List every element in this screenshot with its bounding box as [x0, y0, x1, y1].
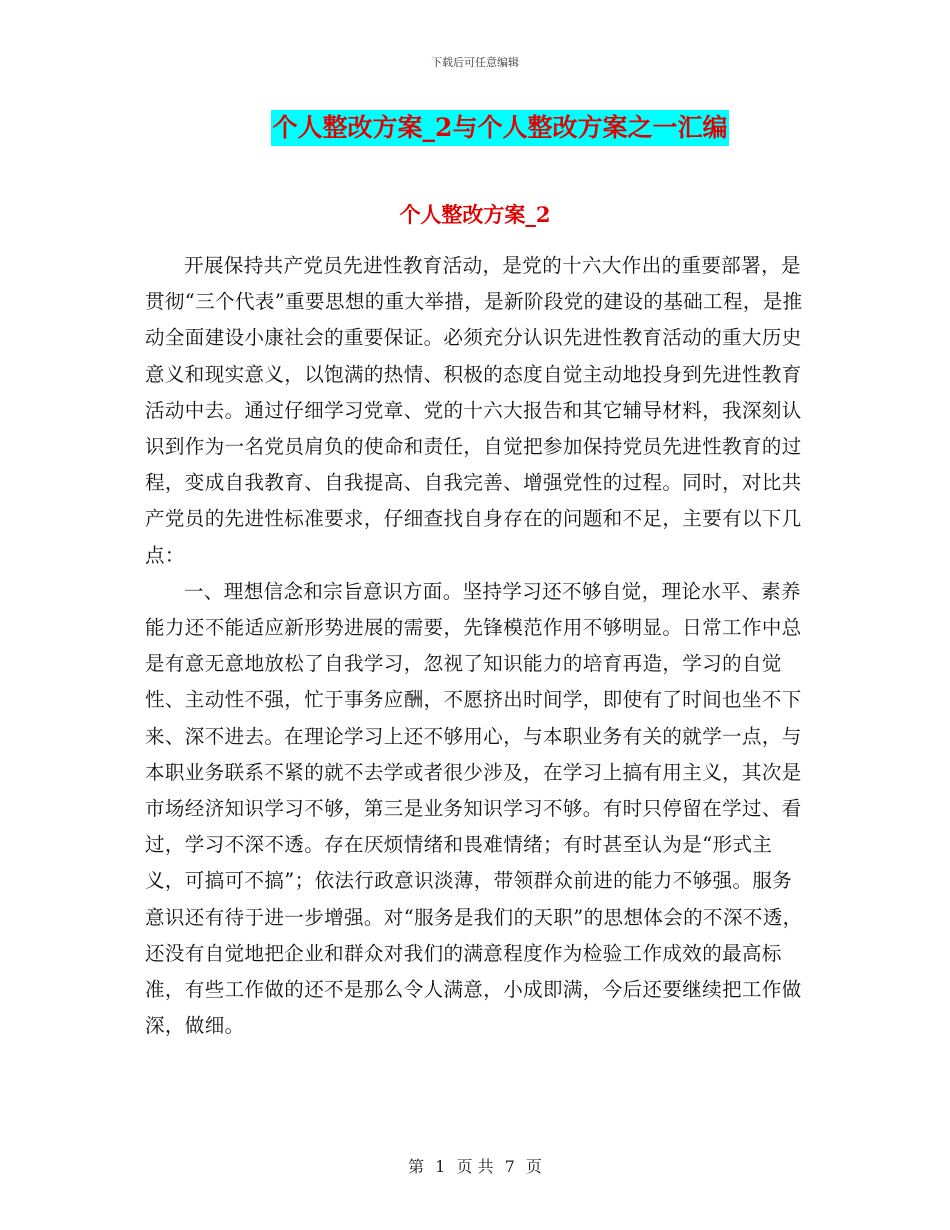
- footer-current-page: 1: [435, 1157, 446, 1176]
- footer-prefix: 第: [408, 1157, 425, 1176]
- paragraph-point-one: 一、理想信念和宗旨意识方面。坚持学习还不够自觉，理论水平、素养能力还不能适应新形势进展的需要，先锋模范作用不够明显。日常工作中总是有意无意地放松了自我学习，忽视了知识能力的培育再造，学习的自觉性、主动性不强，忙于事务应酬，不愿挤出时间学，即使有了时间也坐不下来、深不进去。在理论学习上还不够用心，与本职业务有关的就学一点，与本职业务联系不紧的就不去学或者很少涉及，在学习上搞有用主义，其次是市场经济知识学习不够，第三是业务知识学习不够。有时只停留在学过、看过，学习不深不透。存在厌烦情绪和畏难情绪；有时甚至认为是“形式主义，可搞可不搞”；依法行政意识淡薄，带领群众前进的能力不够强。服务意识还有待于进一步增强。对“服务是我们的天职”的思想体会的不深不透，还没有自觉地把企业和群众对我们的满意程度作为检验工作成效的最高标准，有些工作做的还不是那么令人满意，小成即满，今后还要继续把工作做深，做细。: [145, 579, 803, 1038]
- main-title: 个人整改方案_2与个人整改方案之一汇编: [271, 110, 730, 146]
- header-note: 下载后可任意编辑: [431, 56, 519, 69]
- page-footer: [0, 1154, 950, 1177]
- footer-total-pages: 7: [504, 1157, 515, 1176]
- paragraph-intro: 开展保持共产党员先进性教育活动，是党的十六大作出的重要部署，是贯彻“三个代表”重要思想的重大举措，是新阶段党的建设的基础工程，是推动全面建设小康社会的重要保证。必须充分认识先进性教育活动的重大历史意义和现实意义，以饱满的热情、积极的态度自觉主动地投身到先进性教育活动中去。通过仔细学习党章、党的十六大报告和其它辅导材料，我深刻认识到作为一名党员肩负的使命和责任，自觉把参加保持党员先进性教育的过程，变成自我教育、自我提高、自我完善、增强党性的过程。同时，对比共产党员的先进性标准要求，仔细查找自身存在的问题和不足，主要有以下几点：: [145, 254, 803, 567]
- body-text: [145, 248, 805, 1044]
- main-title-container: [0, 110, 950, 146]
- section-title: 个人整改方案_2: [399, 202, 551, 227]
- footer-suffix: 页: [525, 1157, 542, 1176]
- footer-middle: 页 共: [456, 1157, 494, 1176]
